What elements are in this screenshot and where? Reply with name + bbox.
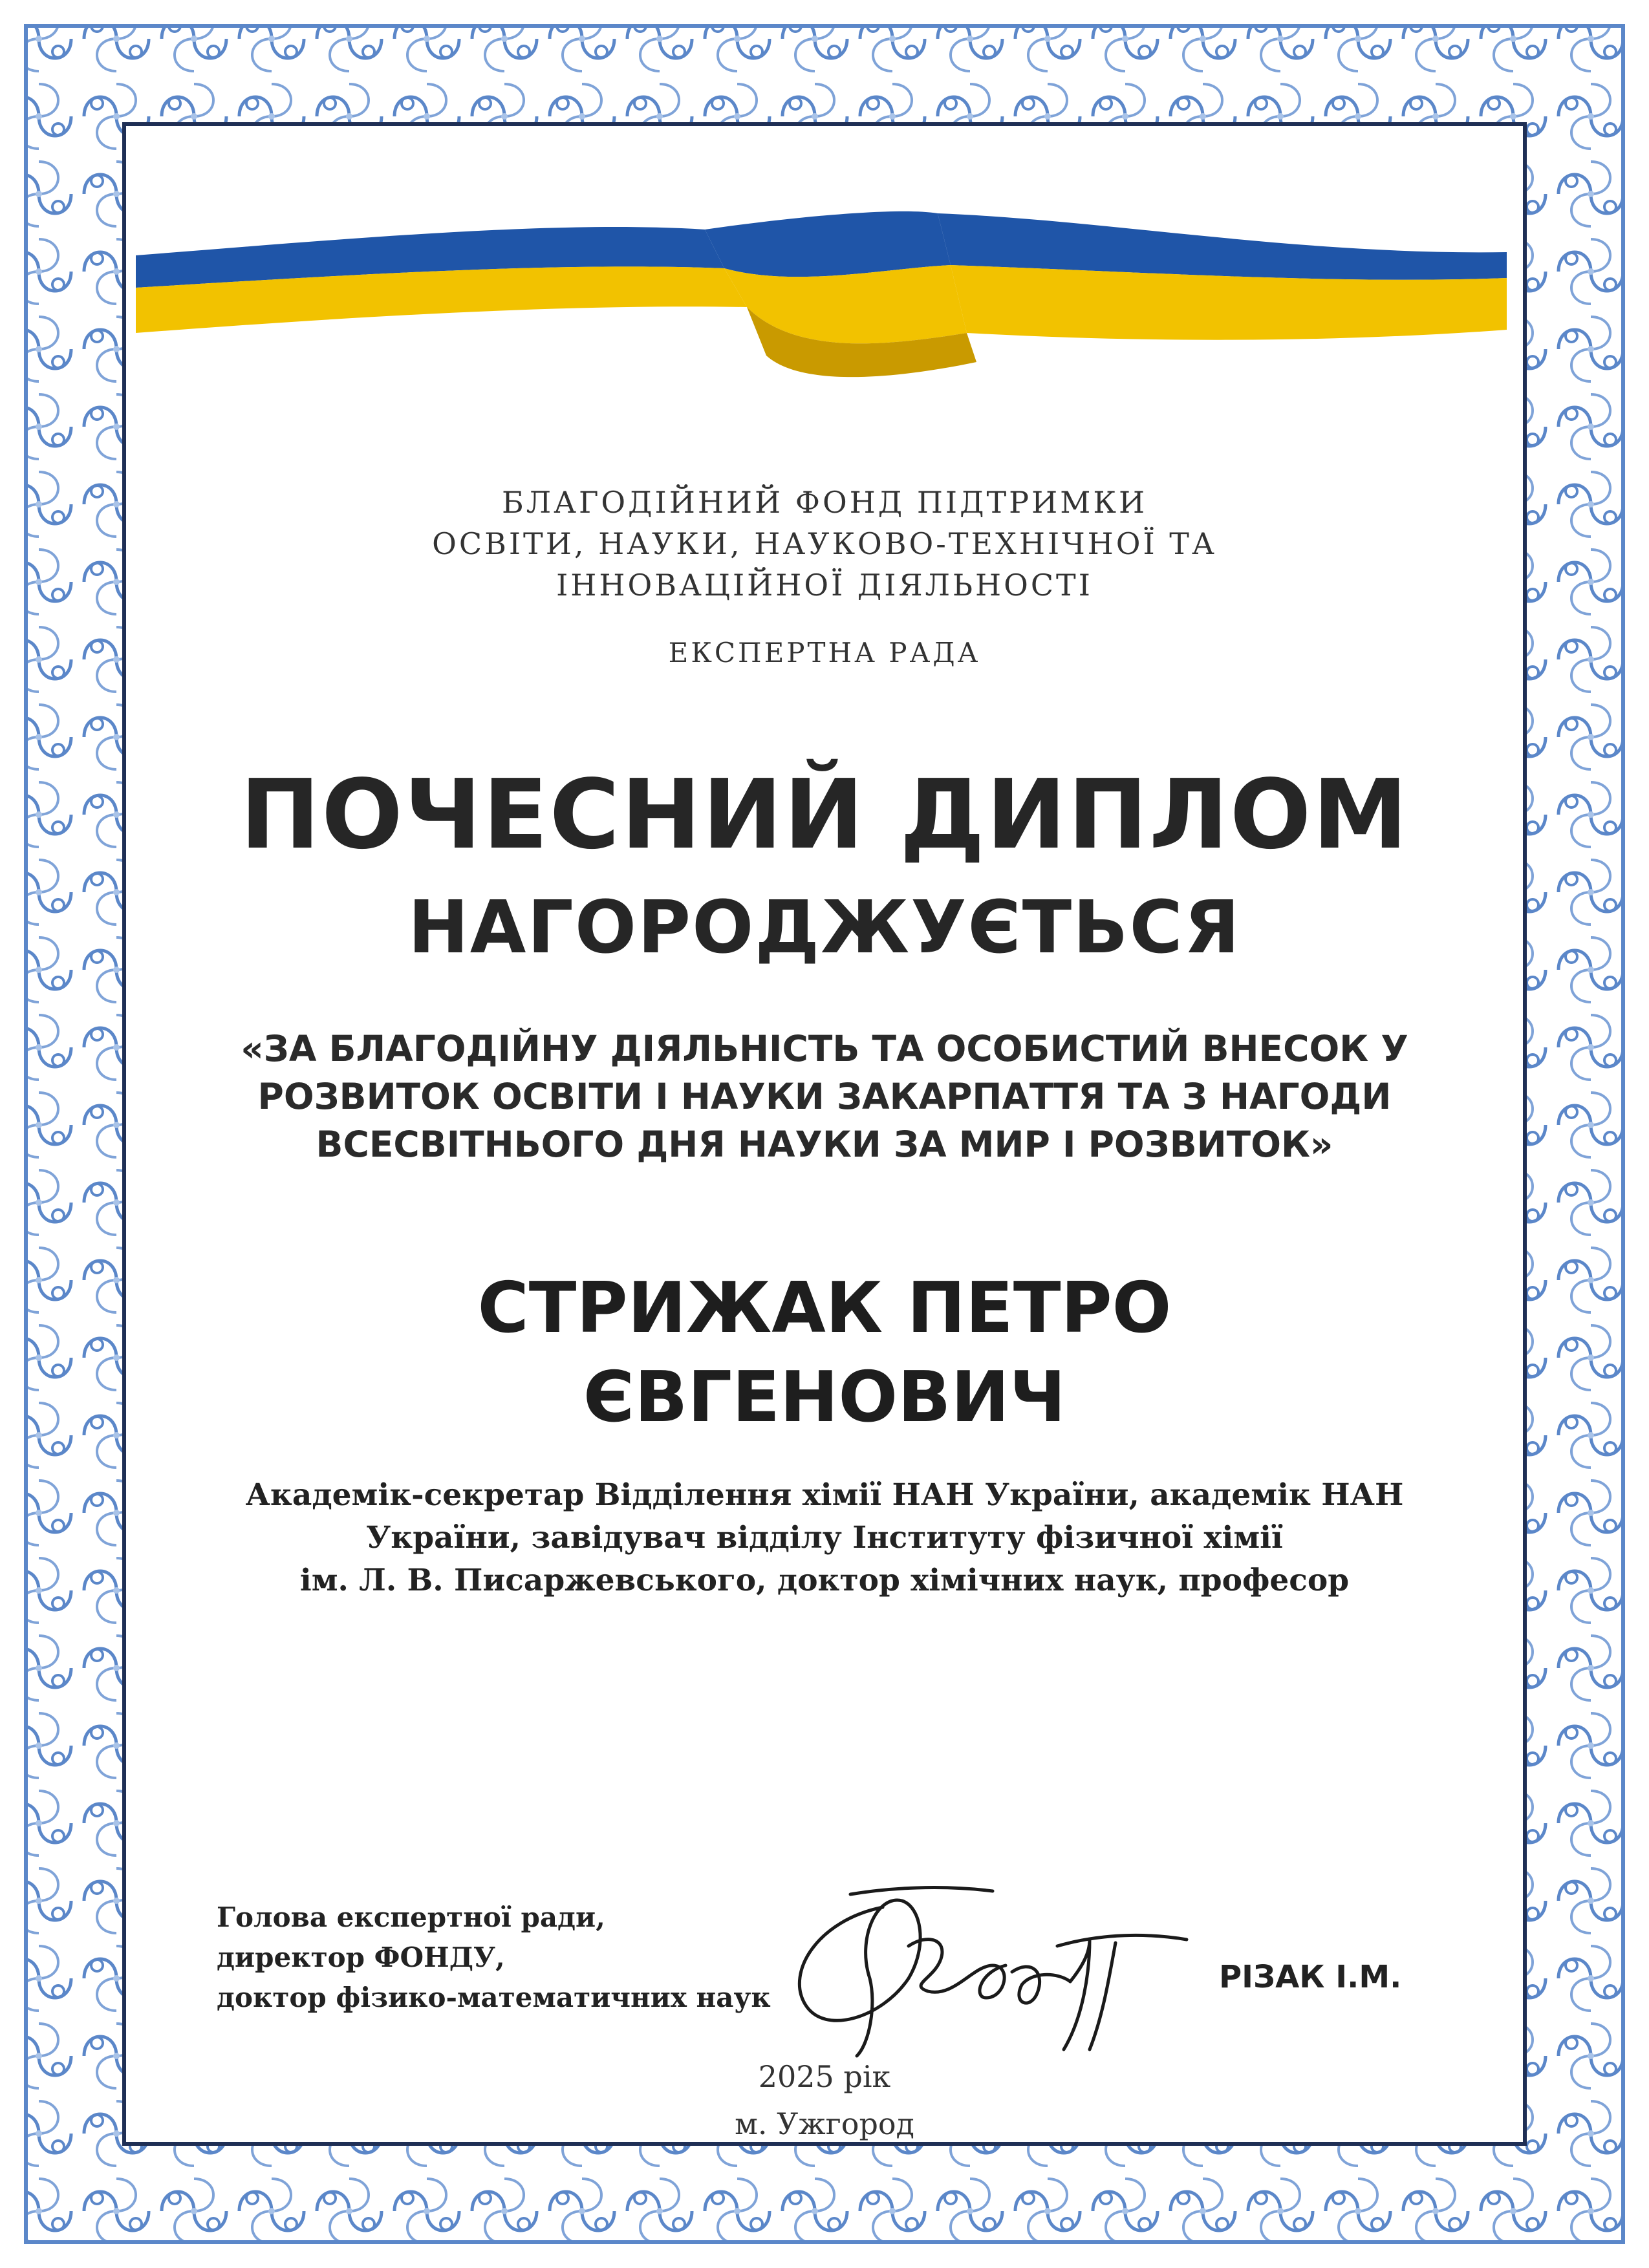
signer-title-line-3: доктор фізико-математичних наук	[217, 1982, 771, 2013]
issue-city: м. Ужгород	[735, 2106, 914, 2141]
expert-council: ЕКСПЕРТНА РАДА	[668, 637, 981, 669]
credentials-line-1: Академік-секретар Відділення хімії НАН України, академік НАН	[245, 1477, 1404, 1513]
signer-title-line-1: Голова експертної ради,	[217, 1901, 605, 1933]
organization-line-1: БЛАГОДІЙНИЙ ФОНД ПІДТРИМКИ	[501, 485, 1148, 520]
recipient-name-line-1: СТРИЖАК ПЕТРО	[477, 1268, 1172, 1349]
organization-name	[194, 482, 1455, 606]
signer-title	[217, 1898, 771, 2018]
signature-icon	[779, 1868, 1193, 2062]
diploma-subtitle: НАГОРОДЖУЄТЬСЯ	[408, 886, 1241, 970]
credentials-line-2: України, завідувач відділу Інституту фізичної хімії	[366, 1520, 1283, 1556]
recipient-name-line-2: ЄВГЕНОВИЧ	[583, 1357, 1066, 1438]
credentials-line-3: ім. Л. В. Писаржевського, доктор хімічних наук, професор	[299, 1563, 1350, 1598]
award-reason	[194, 1025, 1455, 1168]
diploma-title: ПОЧЕСНИЙ ДИПЛОМ	[240, 759, 1409, 870]
ukrainian-ribbon-icon	[136, 194, 1507, 427]
signer-title-line-2: директор ФОНДУ,	[217, 1942, 505, 1973]
organization-line-2: ОСВІТИ, НАУКИ, НАУКОВО-ТЕХНІЧНОЇ ТА	[432, 526, 1217, 561]
award-reason-line-2: РОЗВИТОК ОСВІТИ І НАУКИ ЗАКАРПАТТЯ ТА З НАГОДИ	[257, 1076, 1392, 1117]
recipient-credentials	[194, 1474, 1455, 1602]
award-reason-line-1: «ЗА БЛАГОДІЙНУ ДІЯЛЬНІСТЬ ТА ОСОБИСТИЙ ВНЕСОК У	[241, 1028, 1408, 1069]
organization-line-3: ІННОВАЦІЙНОЇ ДІЯЛЬНОСТІ	[556, 568, 1093, 603]
signer-name: РІЗАК І.М.	[1219, 1959, 1402, 1995]
recipient-name	[194, 1264, 1455, 1442]
issue-year: 2025 рік	[758, 2059, 891, 2094]
award-reason-line-3: ВСЕСВІТНЬОГО ДНЯ НАУКИ ЗА МИР І РОЗВИТОК»	[316, 1124, 1333, 1165]
